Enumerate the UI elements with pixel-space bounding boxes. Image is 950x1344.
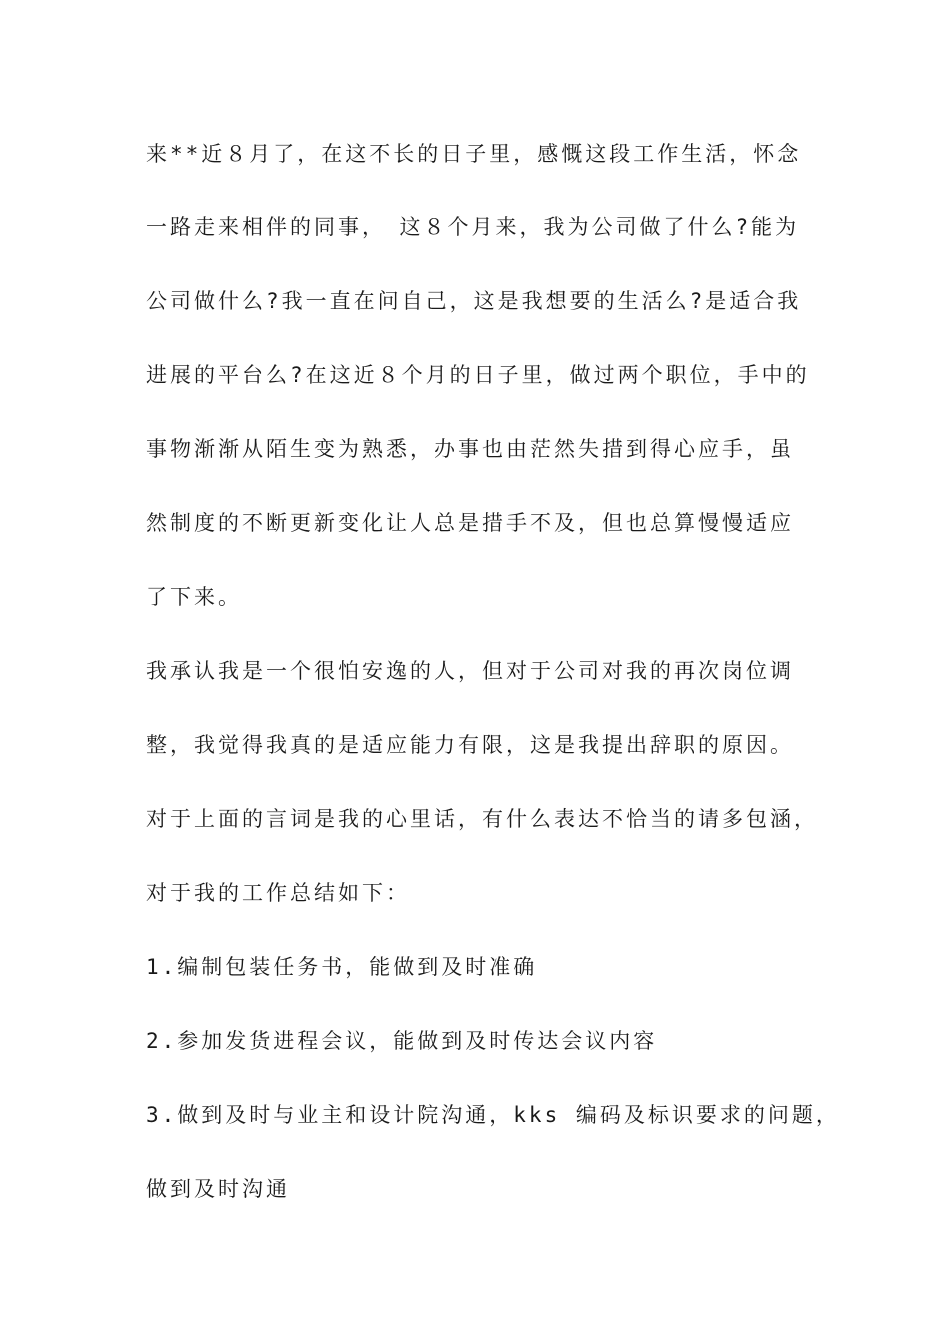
paragraph-line-8: 我承认我是一个很怕安逸的人，但对于公司对我的再次岗位调 (146, 659, 794, 683)
paragraph-line-10: 对于上面的言词是我的心里话，有什么表达不恰当的请多包涵， (146, 807, 818, 831)
paragraph-line-7: 了下来。 (146, 585, 242, 609)
paragraph-line-11: 对于我的工作总结如下： (146, 881, 410, 905)
list-item-1: 1.编制包装任务书，能做到及时准确 (146, 955, 538, 979)
paragraph-line-6: 然制度的不断更新变化让人总是措手不及，但也总算慢慢适应 (146, 511, 794, 535)
paragraph-line-3: 公司做什么?我一直在问自己，这是我想要的生活么?是适合我 (146, 289, 802, 313)
paragraph-line-5: 事物渐渐从陌生变为熟悉，办事也由茫然失措到得心应手，虽 (146, 437, 794, 461)
paragraph-line-2: 一路走来相伴的同事， 这８个月来，我为公司做了什么?能为 (146, 215, 800, 239)
list-item-3: 3.做到及时与业主和设计院沟通，kks 编码及标识要求的问题， (146, 1103, 840, 1127)
list-item-2: 2.参加发货进程会议，能做到及时传达会议内容 (146, 1029, 658, 1053)
paragraph-line-1: 来**近８月了，在这不长的日子里，感慨这段工作生活，怀念 (146, 142, 802, 166)
paragraph-line-9: 整，我觉得我真的是适应能力有限，这是我提出辞职的原因。 (146, 733, 794, 757)
list-item-3-continuation: 做到及时沟通 (146, 1177, 290, 1201)
paragraph-line-4: 进展的平台么?在这近８个月的日子里，做过两个职位，手中的 (146, 363, 810, 387)
